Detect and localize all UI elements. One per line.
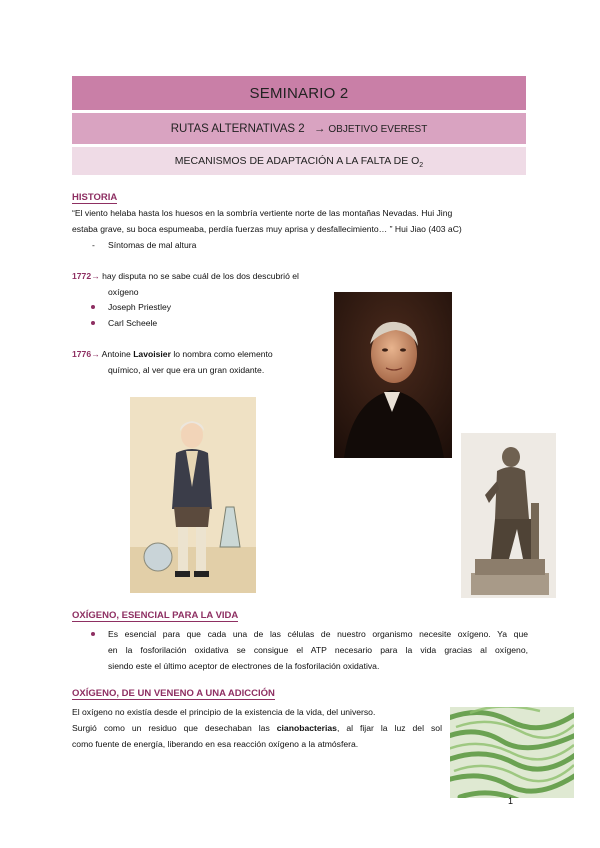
priestley-portrait-image — [334, 292, 452, 458]
esencial-line-3: siendo este el último aceptor de electrones de la fosforilación oxidativa. — [108, 661, 380, 671]
cyanobacteria-micrograph-image — [450, 707, 574, 798]
subtitle-small: OBJETIVO EVEREST — [328, 124, 428, 135]
section-heading-veneno: OXÍGENO, DE UN VENENO A UNA ADICCIÓN — [72, 688, 275, 699]
subtitle-main: RUTAS ALTERNATIVAS 2 — [170, 123, 305, 135]
topic-text: MECANISMOS DE ADAPTACIÓN A LA FALTA DE O — [174, 155, 420, 167]
section-heading-esencial: OXÍGENO, ESENCIAL PARA LA VIDA — [72, 610, 239, 621]
bullet-icon — [91, 632, 95, 636]
topic-subscript: 2 — [419, 162, 424, 170]
quote-line-2: estaba grave, su boca espumeaba, perdía fuerzas muy aprisa y desfallecimiento… ” Hui Jiao (403 aC) — [72, 224, 462, 234]
year-1772-text: hay disputa no se sabe cuál de los dos descubrió el — [102, 271, 299, 281]
year-1776: 1776→ — [72, 349, 100, 359]
esencial-line-2: en la fosforilación oxidativa se consigue el ATP necesario para la vida gracias al oxígeno, — [108, 645, 528, 655]
bullet-item-scheele: Carl Scheele — [108, 318, 158, 328]
cianobacterias-term: cianobacterias — [276, 723, 337, 733]
bullet-icon — [91, 321, 95, 325]
dash-marker: - — [92, 240, 95, 250]
year-1776-pre: Antoine — [101, 349, 131, 359]
esencial-line-1: Es esencial para que cada una de las células de nuestro organismo necesite oxígeno. Ya que — [108, 629, 528, 639]
section-heading-historia: HISTORIA — [72, 192, 118, 203]
symptom-item: Síntomas de mal altura — [108, 240, 197, 250]
bullet-item-priestley: Joseph Priestley — [108, 302, 172, 312]
lavoisier-engraving-image — [130, 397, 256, 593]
seminar-title: SEMINARIO 2 — [72, 76, 526, 110]
veneno-line-1: El oxígeno no existía desde el principio de la existencia de la vida, del universo. — [72, 707, 376, 717]
year-1776-line — [72, 346, 273, 362]
year-1776-post: lo nombra como elemento — [173, 349, 273, 359]
subtitle-arrow: → — [313, 123, 326, 135]
veneno-line-3: como fuente de energía, liberando en esa reacción oxígeno a la atmósfera. — [72, 739, 359, 749]
lavoisier-name: Lavoisier — [133, 349, 171, 359]
year-1772-line — [72, 268, 299, 284]
seminar-subtitle — [72, 113, 526, 144]
year-1772: 1772→ — [72, 271, 100, 281]
year-1772-text-2: oxígeno — [108, 287, 139, 297]
year-1776-text-2: químico, al ver que era un gran oxidante. — [108, 365, 265, 375]
statue-image — [461, 433, 556, 598]
seminar-topic — [72, 147, 526, 175]
bullet-icon — [91, 305, 95, 309]
quote-line-1: “El viento helaba hasta los huesos en la sombría vertiente norte de las montañas Nevadas. Hui Jing — [72, 208, 453, 218]
veneno-line-2: Surgió como un residuo que desechaban las cianobacterias, al fijar la luz del sol — [72, 723, 442, 733]
page-number: 1 — [508, 796, 514, 806]
